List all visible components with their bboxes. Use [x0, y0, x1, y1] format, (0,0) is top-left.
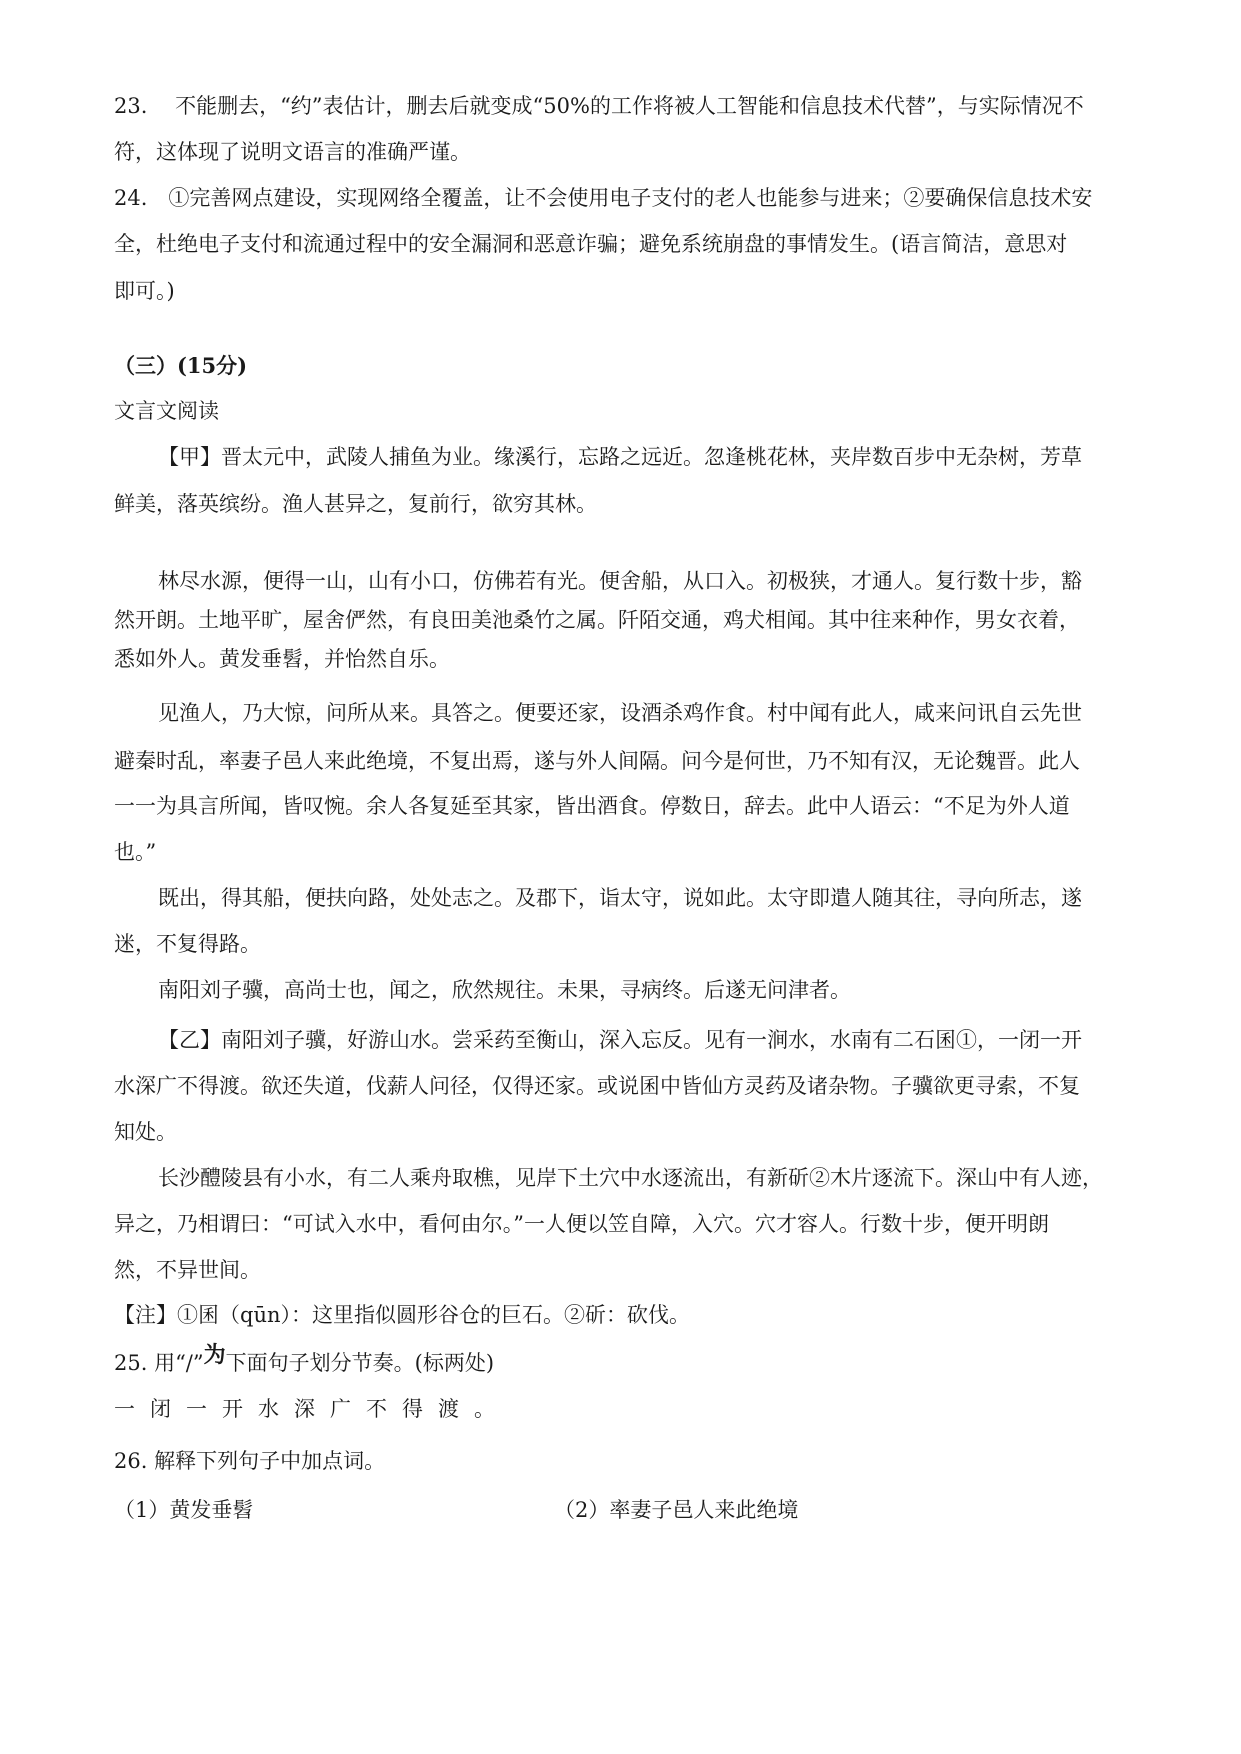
question-25-suffix: 下面句子划分节奏。(标两处): [225, 1351, 495, 1375]
answer-23-line-2: 符，这体现了说明文语言的准确严谨。: [114, 140, 471, 164]
question-26-items: [114, 1495, 1014, 1525]
annotation-note: 【注】①囷（qūn）：这里指似圆形谷仓的巨石。②斫：砍伐。: [114, 1303, 690, 1327]
question-25-wei: 为: [203, 1342, 226, 1368]
question-25-sentence: 一闭一开水深广不得渡。: [114, 1397, 510, 1421]
jia-p3-line-2: 避秦时乱，率妻子邑人来此绝境，不复出焉，遂与外人间隔。问今是何世，乃不知有汉，无论魏晋。此人: [114, 749, 1080, 773]
yi-p1-line-2: 水深广不得渡。欲还失道，伐薪人问径，仅得还家。或说囷中皆仙方灵药及诸杂物。子骥欲更寻索，不复: [114, 1074, 1080, 1098]
question-25-prompt: [114, 1342, 495, 1378]
question-25-prefix: 25. 用“/”: [114, 1351, 204, 1375]
question-26-prompt: 26. 解释下列句子中加点词。: [114, 1449, 386, 1473]
answer-24-line-1: 24. ①完善网点建设，实现网络全覆盖，让不会使用电子支付的老人也能参与进来；②要确保信息技术安: [114, 186, 1093, 210]
question-26-item-1: （1）黄发垂髫: [114, 1498, 254, 1522]
jia-p2-line-3: 悉如外人。黄发垂髫，并怡然自乐。: [114, 647, 450, 671]
yi-p2-line-2: 异之，乃相谓曰：“可试入水中，看何由尔。”一人便以笠自障，入穴。穴才容人。行数十步，便开明朗: [114, 1212, 1049, 1236]
jia-p1-line-2: 鲜美，落英缤纷。渔人甚异之，复前行，欲穷其林。: [114, 492, 597, 516]
jia-p5-line-1: 南阳刘子骥，高尚士也，闻之，欣然规往。未果，寻病终。后遂无问津者。: [158, 978, 851, 1002]
jia-p3-line-3: 一一为具言所闻，皆叹惋。余人各复延至其家，皆出酒食。停数日，辞去。此中人语云：“不足为外人道: [114, 794, 1070, 818]
answer-23-line-1: 23. 不能删去，“约”表估计，删去后就变成“50%的工作将被人工智能和信息技术代替”，与实际情况不: [114, 94, 1084, 118]
yi-p2-line-3: 然，不异世间。: [114, 1258, 261, 1282]
yi-p1-line-1: 【乙】南阳刘子骥，好游山水。尝采药至衡山，深入忘反。见有一涧水，水南有二石囷①，一闭一开: [158, 1028, 1082, 1052]
answer-24-line-3: 即可。): [114, 279, 175, 303]
jia-p4-line-2: 迷，不复得路。: [114, 932, 261, 956]
jia-p3-line-4: 也。”: [114, 840, 157, 864]
jia-p2-line-2: 然开朗。土地平旷，屋舍俨然，有良田美池桑竹之属。阡陌交通，鸡犬相闻。其中往来种作，男女衣着，: [114, 608, 1080, 632]
section-heading: （三）(15分): [114, 353, 248, 378]
jia-p1-line-1: 【甲】晋太元中，武陵人捕鱼为业。缘溪行，忘路之远近。忽逢桃花林，夹岸数百步中无杂树，芳草: [158, 445, 1082, 469]
question-26-item-2: （2）率妻子邑人来此绝境: [554, 1498, 799, 1522]
jia-p4-line-1: 既出，得其船，便扶向路，处处志之。及郡下，诣太守，说如此。太守即遣人随其往，寻向所志，遂: [158, 886, 1082, 910]
yi-p2-line-1: 长沙醴陵县有小水，有二人乘舟取樵，见岸下土穴中水逐流出，有新斫②木片逐流下。深山中有人迹，: [158, 1166, 1103, 1190]
jia-p2-line-1: 林尽水源，便得一山，山有小口，仿佛若有光。便舍船，从口入。初极狭，才通人。复行数十步，豁: [158, 569, 1082, 593]
jia-p3-line-1: 见渔人，乃大惊，问所从来。具答之。便要还家，设酒杀鸡作食。村中闻有此人，咸来问讯自云先世: [158, 701, 1082, 725]
yi-p1-line-3: 知处。: [114, 1120, 177, 1144]
section-title: 文言文阅读: [114, 399, 219, 423]
answer-24-line-2: 全，杜绝电子支付和流通过程中的安全漏洞和恶意诈骗；避免系统崩盘的事情发生。(语言简洁，意思对: [114, 232, 1068, 256]
